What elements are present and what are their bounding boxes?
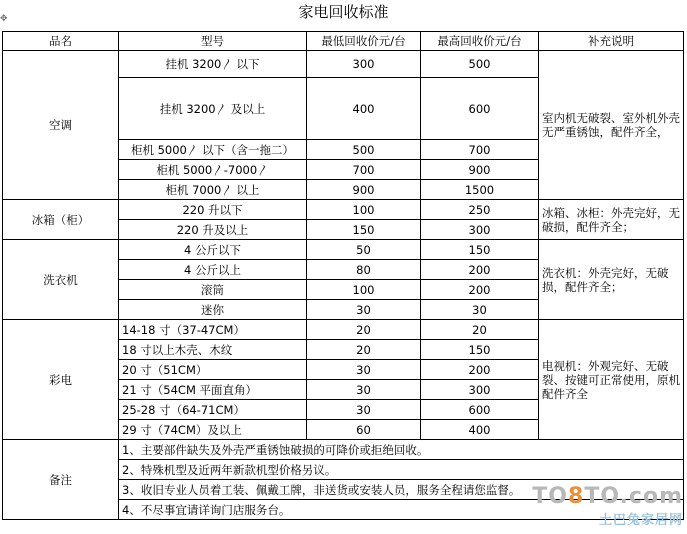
watermark-brand-c: TO.com — [584, 484, 683, 509]
category-aircon: 空调 — [3, 51, 119, 200]
min-price-cell: 30 — [307, 300, 421, 320]
max-price-cell: 500 — [421, 51, 539, 78]
note-tv: 电视机：外观完好、无破裂、按键可正常使用，原机配件齐全 — [539, 320, 684, 440]
min-price-cell: 30 — [307, 400, 421, 420]
max-price-cell: 200 — [421, 280, 539, 300]
table-row — [3, 51, 684, 78]
max-price-cell: 250 — [421, 200, 539, 220]
min-price-cell: 400 — [307, 78, 421, 140]
model-cell: 4 公斤以上 — [119, 260, 307, 280]
min-price-cell: 60 — [307, 420, 421, 440]
min-price-cell: 50 — [307, 240, 421, 260]
min-price-cell: 700 — [307, 160, 421, 180]
model-cell: 柜机 7000〳 以上 — [119, 180, 307, 200]
site-watermark — [532, 484, 683, 528]
header-name: 品名 — [3, 32, 119, 51]
model-cell: 220 升及以上 — [119, 220, 307, 240]
remarks-label: 备注 — [3, 440, 119, 520]
min-price-cell: 20 — [307, 320, 421, 340]
category-fridge: 冰箱（柜） — [3, 200, 119, 240]
remark-line: 4、不尽事宜请详询门店服务台。 — [119, 500, 684, 520]
remark-row — [3, 440, 684, 460]
corner-marker-icon: ✥ — [0, 14, 8, 24]
model-cell: 4 公斤以下 — [119, 240, 307, 260]
min-price-cell: 100 — [307, 200, 421, 220]
header-note: 补充说明 — [539, 32, 684, 51]
table-row — [3, 320, 684, 340]
max-price-cell: 600 — [421, 78, 539, 140]
watermark-logo — [532, 484, 683, 509]
max-price-cell: 600 — [421, 400, 539, 420]
model-cell: 220 升以下 — [119, 200, 307, 220]
model-cell: 挂机 3200〳 及以上 — [119, 78, 307, 140]
max-price-cell: 300 — [421, 380, 539, 400]
max-price-cell: 20 — [421, 320, 539, 340]
page-title: 家电回收标准 — [298, 3, 389, 21]
category-tv: 彩电 — [3, 320, 119, 440]
model-cell: 14-18 寸（37-47CM） — [119, 320, 307, 340]
min-price-cell: 300 — [307, 51, 421, 78]
min-price-cell: 30 — [307, 380, 421, 400]
remark-line: 2、特殊机型及近两年新款机型价格另议。 — [119, 460, 684, 480]
max-price-cell: 300 — [421, 220, 539, 240]
max-price-cell: 400 — [421, 420, 539, 440]
model-cell: 滚筒 — [119, 280, 307, 300]
watermark-site-name: 土巴兔家居网 — [598, 513, 683, 528]
table-header-row — [3, 32, 684, 51]
min-price-cell: 30 — [307, 360, 421, 380]
model-cell: 25-28 寸（64-71CM） — [119, 400, 307, 420]
max-price-cell: 1500 — [421, 180, 539, 200]
table-row — [3, 240, 684, 260]
min-price-cell: 500 — [307, 140, 421, 160]
max-price-cell: 150 — [421, 340, 539, 360]
model-cell: 21 寸（54CM 平面直角） — [119, 380, 307, 400]
min-price-cell: 80 — [307, 260, 421, 280]
model-cell: 20 寸（51CM） — [119, 360, 307, 380]
model-cell: 18 寸以上木壳、木纹 — [119, 340, 307, 360]
model-cell: 挂机 3200〳 以下 — [119, 51, 307, 78]
min-price-cell: 150 — [307, 220, 421, 240]
remark-line: 1、主要部件缺失及外壳严重锈蚀破损的可降价或拒绝回收。 — [119, 440, 684, 460]
max-price-cell: 30 — [421, 300, 539, 320]
model-cell: 柜机 5000〳 以下（含一拖二） — [119, 140, 307, 160]
header-min-price: 最低回收价元/台 — [307, 32, 421, 51]
max-price-cell: 150 — [421, 240, 539, 260]
header-model: 型号 — [119, 32, 307, 51]
category-washer: 洗衣机 — [3, 240, 119, 320]
min-price-cell: 900 — [307, 180, 421, 200]
model-cell: 迷你 — [119, 300, 307, 320]
max-price-cell: 200 — [421, 360, 539, 380]
model-cell: 29 寸（74CM）及以上 — [119, 420, 307, 440]
note-fridge: 冰箱、冰柜：外壳完好，无破损，配件齐全； — [539, 200, 684, 240]
table-row — [3, 200, 684, 220]
recycle-price-table — [2, 31, 684, 520]
watermark-brand-a: TO — [532, 484, 569, 509]
model-cell: 柜机 5000〳-7000〳 — [119, 160, 307, 180]
remark-line: 3、收旧专业人员着工装、佩戴工牌，非送货或安装人员，服务全程请您监督。 — [119, 480, 684, 500]
header-max-price: 最高回收价元/台 — [421, 32, 539, 51]
max-price-cell: 200 — [421, 260, 539, 280]
max-price-cell: 700 — [421, 140, 539, 160]
note-aircon: 室内机无破裂、室外机外壳无严重锈蚀，配件齐全， — [539, 51, 684, 200]
min-price-cell: 100 — [307, 280, 421, 300]
watermark-brand-b: 8 — [568, 484, 585, 509]
note-washer: 洗衣机：外壳完好，无破损，配件齐全； — [539, 240, 684, 320]
min-price-cell: 20 — [307, 340, 421, 360]
max-price-cell: 900 — [421, 160, 539, 180]
